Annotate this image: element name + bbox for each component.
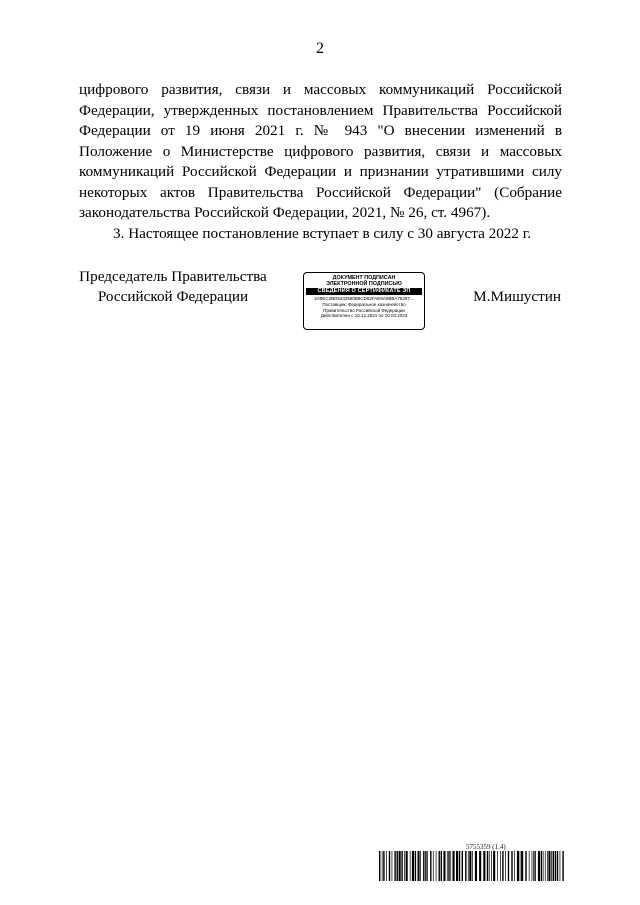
barcode-icon	[379, 851, 565, 881]
page-number: 2	[316, 40, 324, 57]
signer-title-line1: Председатель Правительства	[79, 268, 267, 285]
paragraph-continuation: цифрового развития, связи и массовых коммуникаций Российской Федерации, утвержденных постановлением Правительства Российской Федерации от 19 июня 2021 г. № 943 "О внесении изменений в Положение о Министерстве цифрового развития, связи и массовых коммуникаций Российской Федерации и признании утратившими силу некоторых актов Правительства Российской Федерации" (Собрание законодательства Российской Федерации, 2021, № 26, ст. 4967).	[79, 81, 562, 221]
stamp-header-line2: ЭЛЕКТРОННОЙ ПОДПИСЬЮ	[326, 281, 402, 288]
signer-name: М.Мишустин	[473, 288, 561, 305]
signer-title	[78, 267, 268, 307]
stamp-issuer-line1: Поставщик: Федеральное казначейство	[322, 302, 406, 307]
paragraph-3: 3. Настоящее постановление вступает в силу с 30 августа 2022 г.	[113, 224, 532, 242]
stamp-issuer-line2: Правительство Российской Федерации	[323, 307, 405, 313]
electronic-signature-stamp	[303, 272, 425, 330]
stamp-certificate-band: СВЕДЕНИЯ О СЕРТИФИКАТЕ ЭП	[306, 288, 422, 295]
document-code: 5755359 (1.4)	[466, 843, 506, 851]
stamp-header-line1: ДОКУМЕНТ ПОДПИСАН	[332, 275, 396, 281]
document-body	[79, 80, 562, 244]
stamp-validity: Действителен с 10.12.2021 по 10.03.2023	[320, 313, 408, 319]
stamp-serial: 2A9EC2BD5432580B8CD62FAE9A0BBA78297...	[314, 296, 414, 302]
signer-title-line2: Российской Федерации	[97, 288, 249, 305]
